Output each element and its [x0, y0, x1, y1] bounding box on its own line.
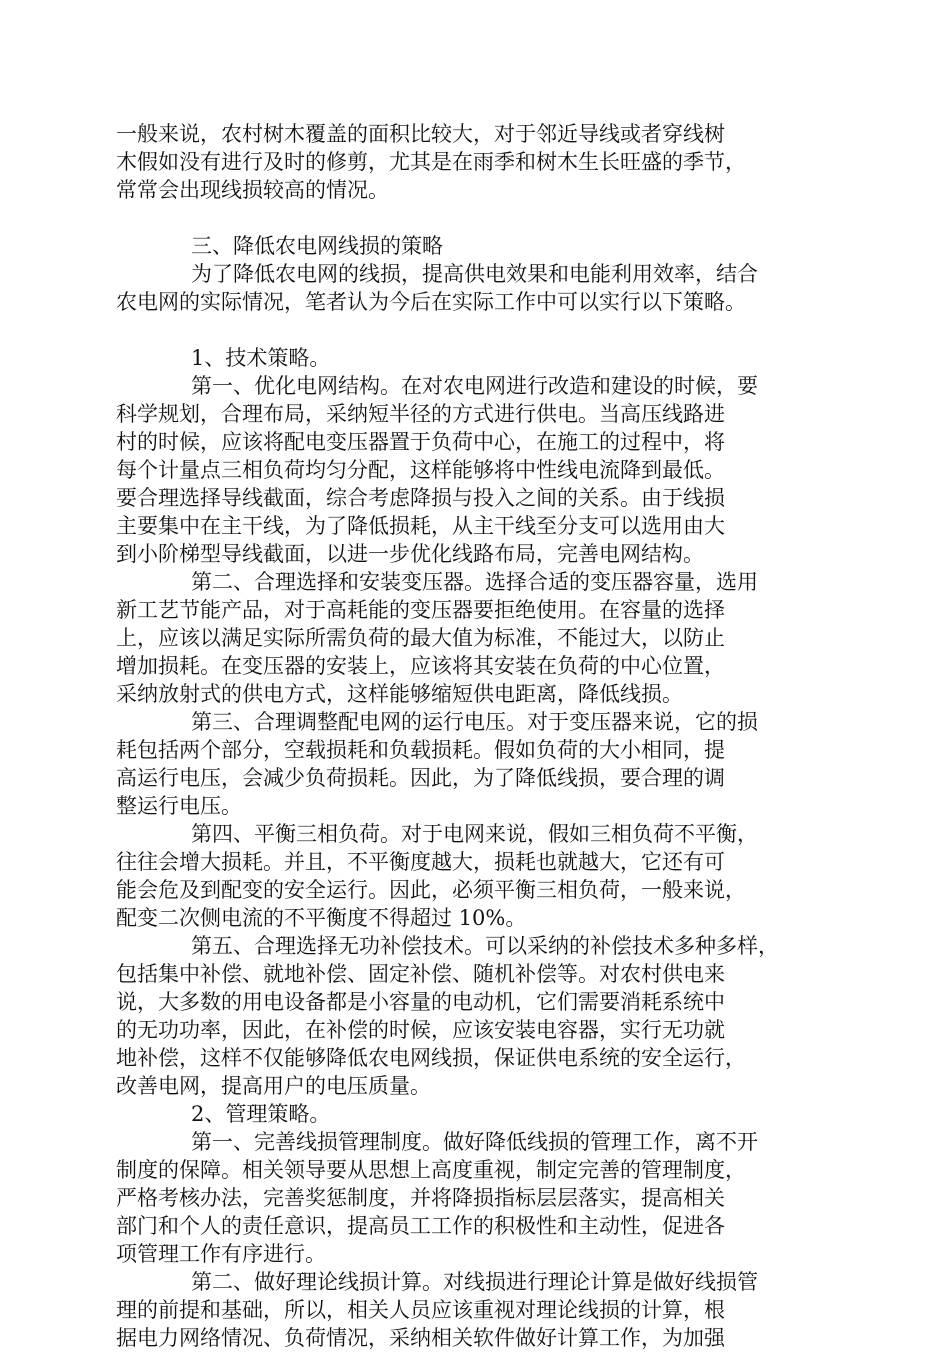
text-line: 要合理选择导线截面，综合考虑降损与投入之间的关系。由于线损	[116, 486, 725, 510]
paragraph-tech-5	[116, 932, 806, 1100]
text-line: 的无功功率，因此，在补偿的时候，应该安装电容器，实行无功就	[116, 1018, 725, 1042]
text-line: 第五、合理选择无功补偿技术。可以采纳的补偿技术多种多样，	[191, 934, 779, 958]
paragraph-tech-2	[116, 568, 806, 708]
subsection-heading-tech	[116, 344, 806, 372]
document-page	[116, 120, 806, 1352]
paragraph-tech-4	[116, 820, 806, 932]
text-line: 主要集中在主干线，为了降低损耗，从主干线至分支可以选用由大	[116, 514, 725, 538]
text-line: 理的前提和基础，所以，相关人员应该重视对理论线损的计算，根	[116, 1298, 725, 1322]
paragraph-tech-3	[116, 708, 806, 820]
text-line: 常常会出现线损较高的情况。	[116, 178, 389, 202]
text-line: 制度的保障。相关领导要从思想上高度重视，制定完善的管理制度，	[116, 1158, 746, 1182]
text-line: 高运行电压，会减少负荷损耗。因此，为了降低线损，要合理的调	[116, 766, 725, 790]
text-line: 采纳放射式的供电方式，这样能够缩短供电距离，降低线损。	[116, 682, 683, 706]
text-line: 一般来说，农村树木覆盖的面积比较大，对于邻近导线或者穿线树	[116, 122, 725, 146]
paragraph-intro	[116, 120, 806, 204]
text-line: 整运行电压。	[116, 794, 242, 818]
text-line: 耗包括两个部分，空载损耗和负载损耗。假如负荷的大小相同，提	[116, 738, 725, 762]
text-line: 第四、平衡三相负荷。对于电网来说，假如三相负荷不平衡，	[191, 822, 758, 846]
text-line: 上，应该以满足实际所需负荷的最大值为标准，不能过大，以防止	[116, 626, 725, 650]
text-line: 第二、做好理论线损计算。对线损进行理论计算是做好线损管	[191, 1270, 758, 1294]
text-line: 三、降低农电网线损的策略	[191, 234, 443, 258]
text-line: 2、管理策略。	[191, 1102, 331, 1126]
paragraph-mgmt-2	[116, 1268, 806, 1352]
text-line: 科学规划，合理布局，采纳短半径的方式进行供电。当高压线路进	[116, 402, 725, 426]
section-heading	[116, 232, 806, 260]
text-line: 部门和个人的责任意识，提高员工工作的积极性和主动性，促进各	[116, 1214, 725, 1238]
text-line: 配变二次侧电流的不平衡度不得超过 10%。	[116, 906, 527, 930]
text-line: 严格考核办法，完善奖惩制度，并将降损指标层层落实，提高相关	[116, 1186, 725, 1210]
paragraph-tech-1	[116, 372, 806, 568]
paragraph-gap	[116, 316, 806, 344]
text-line: 木假如没有进行及时的修剪，尤其是在雨季和树木生长旺盛的季节，	[116, 150, 746, 174]
text-line: 第三、合理调整配电网的运行电压。对于变压器来说，它的损	[191, 710, 758, 734]
text-line: 第一、优化电网结构。在对农电网进行改造和建设的时候，要	[191, 374, 758, 398]
text-line: 增加损耗。在变压器的安装上，应该将其安装在负荷的中心位置，	[116, 654, 725, 678]
text-line: 第二、合理选择和安装变压器。选择合适的变压器容量，选用	[191, 570, 758, 594]
text-line: 农电网的实际情况，笔者认为今后在实际工作中可以实行以下策略。	[116, 290, 746, 314]
paragraph-gap	[116, 204, 806, 232]
text-line: 地补偿，这样不仅能够降低农电网线损，保证供电系统的安全运行，	[116, 1046, 746, 1070]
text-line: 项管理工作有序进行。	[116, 1242, 326, 1266]
subsection-heading-mgmt	[116, 1100, 806, 1128]
text-line: 第一、完善线损管理制度。做好降低线损的管理工作，离不开	[191, 1130, 758, 1154]
text-line: 每个计量点三相负荷均匀分配，这样能够将中性线电流降到最低。	[116, 458, 725, 482]
text-line: 能会危及到配变的安全运行。因此，必须平衡三相负荷，一般来说，	[116, 878, 746, 902]
text-line: 村的时候，应该将配电变压器置于负荷中心，在施工的过程中，将	[116, 430, 725, 454]
text-line: 包括集中补偿、就地补偿、固定补偿、随机补偿等。对农村供电来	[116, 962, 725, 986]
text-line: 据电力网络情况、负荷情况，采纳相关软件做好计算工作，为加强	[116, 1326, 725, 1350]
text-line: 到小阶梯型导线截面，以进一步优化线路布局，完善电网结构。	[116, 542, 704, 566]
text-line: 为了降低农电网的线损，提高供电效果和电能利用效率，结合	[191, 262, 758, 286]
text-line: 往往会增大损耗。并且，不平衡度越大，损耗也就越大，它还有可	[116, 850, 725, 874]
text-line: 说，大多数的用电设备都是小容量的电动机，它们需要消耗系统中	[116, 990, 725, 1014]
text-line: 改善电网，提高用户的电压质量。	[116, 1074, 431, 1098]
text-line: 1、技术策略。	[191, 346, 331, 370]
paragraph-mgmt-1	[116, 1128, 806, 1268]
text-line: 新工艺节能产品，对于高耗能的变压器要拒绝使用。在容量的选择	[116, 598, 725, 622]
paragraph-section-intro	[116, 260, 806, 316]
